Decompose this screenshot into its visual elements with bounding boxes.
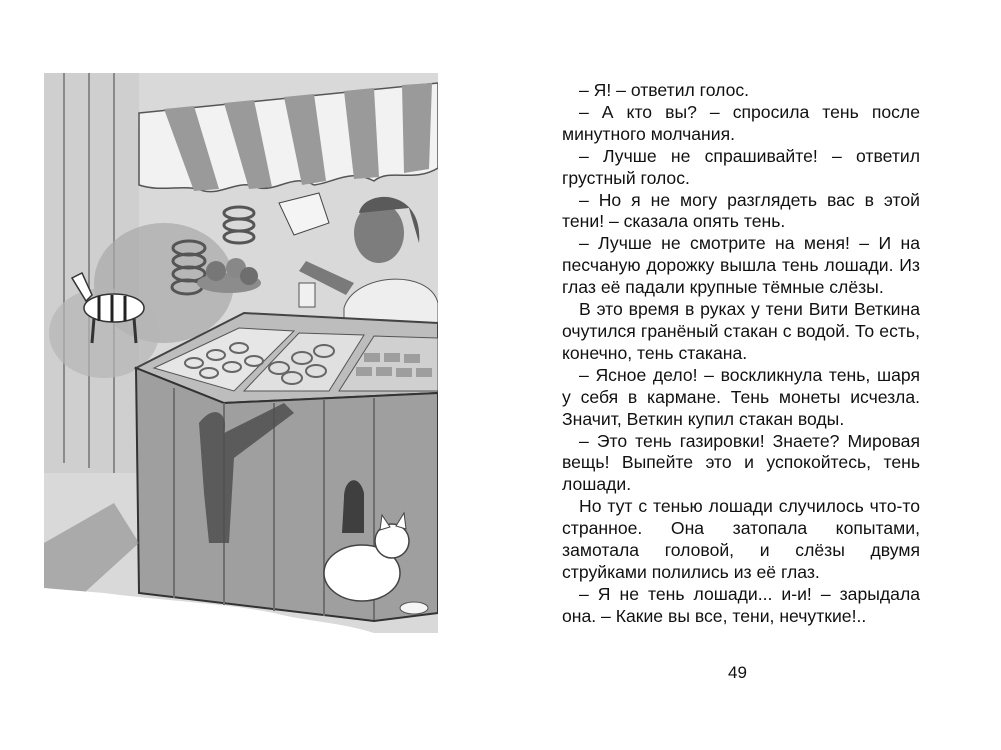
paragraph: – Ясное дело! – воскликнула тень, шаря у себя в кармане. Тень монеты исчезла. Значит, Веткин купил стакан воды. [562,364,920,429]
paragraph: – Но я не могу разглядеть вас в этой тени! – сказала опять тень. [562,189,920,232]
paragraph: – Лучше не смотрите на меня! – И на песчаную дорожку вышла тень лошади. Из глаз её падали крупные тёмные слёзы. [562,233,920,298]
paragraph: Но тут с тенью лошади случилось что-то странное. Она затопала копытами, замотала головой, и слёзы двумя струйками полились из её глаз. [562,496,920,582]
page-number: 49 [728,663,747,682]
paragraph: – Я не тень лошади... и-и! – зарыдала она. – Какие вы все, тени, нечуткие!.. [562,583,920,626]
paragraph: – А кто вы? – спросила тень после минутного молчания. [562,101,920,144]
paragraph: – Лучше не спрашивайте! – ответил грустный голос. [562,145,920,188]
story-text [562,80,920,628]
paragraph: – Это тень газировки! Знаете? Мировая вещь! Выпейте это и успокойтесь, тень лошади. [562,430,920,495]
paragraph: В это время в руках у тени Вити Веткина очутился гранёный стакан с водой. То есть, конечно, тень стакана. [562,299,920,363]
paragraph: – Я! – ответил голос. [579,80,750,100]
market-stall-illustration [44,73,438,633]
